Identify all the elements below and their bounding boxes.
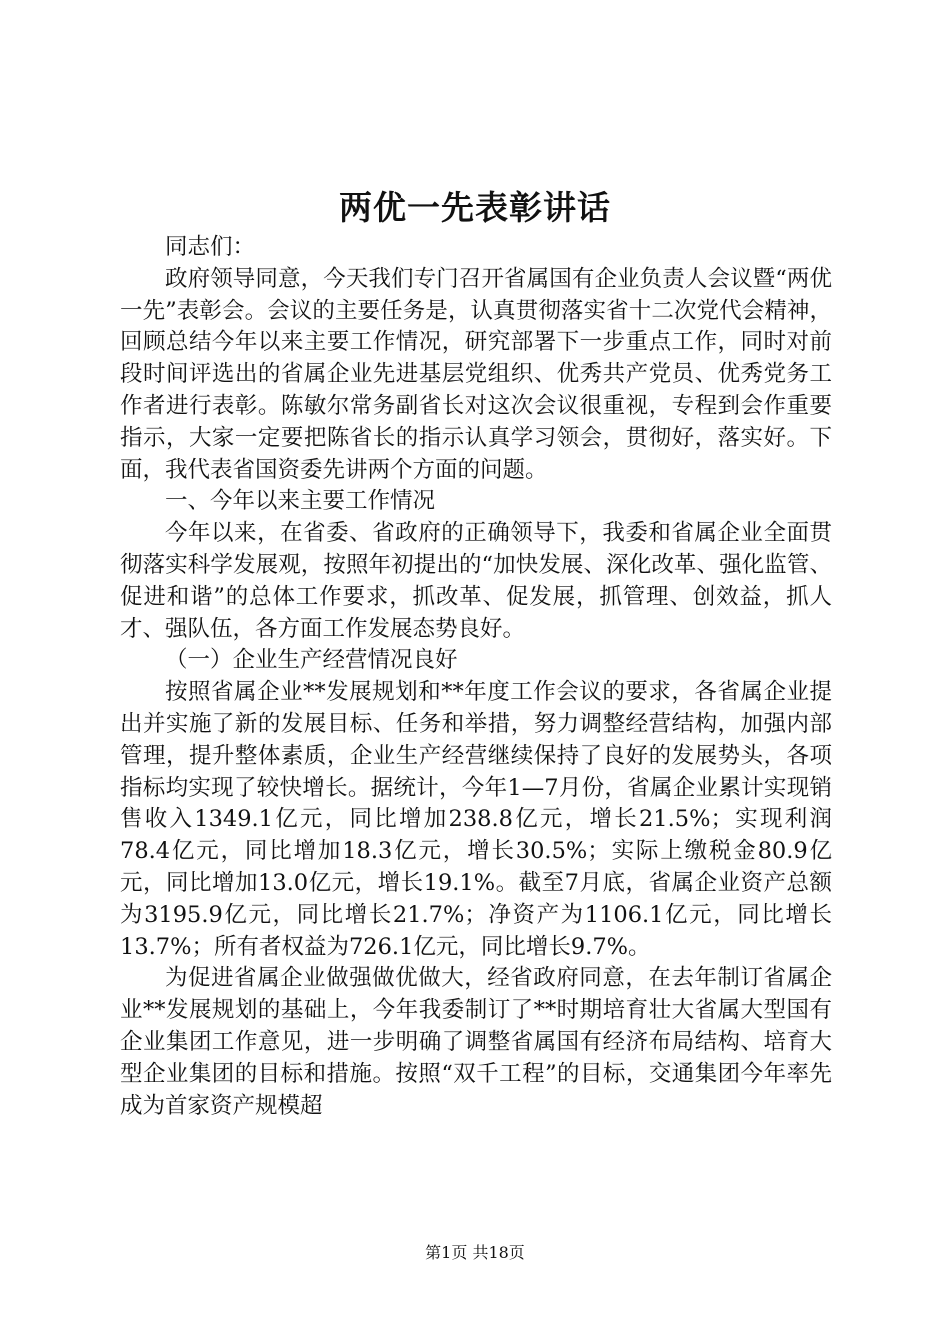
subsection-heading-1: （一）企业生产经营情况良好 [165, 647, 458, 674]
paragraph-development: 为促进省属企业做强做优做大，经省政府同意，在去年制订省属企业**发展规划的基础上，今年我委制订了**时期培育壮大省属大型国有企业集团工作意见，进一步明确了调整省属国有经济布局结构、培育大型企业集团的目标和措施。按照“双千工程”的目标，交通集团今年率先成为首家资产规模超 [120, 965, 832, 1119]
paragraph-intro: 政府领导同意，今天我们专门召开省属国有企业负责人会议暨“两优一先”表彰会。会议的主要任务是，认真贯彻落实省十二次党代会精神，回顾总结今年以来主要工作情况，研究部署下一步重点工作，同时对前段时间评选出的省属企业先进基层党组织、优秀共产党员、优秀党务工作者进行表彰。陈敏尔常务副省长对这次会议很重视，专程到会作重要指示，大家一定要把陈省长的指示认真学习领会，贯彻好，落实好。下面，我代表省国资委先讲两个方面的问题。 [120, 265, 832, 483]
document-title: 两优一先表彰讲话 [339, 188, 611, 227]
document-body [120, 232, 832, 1122]
paragraph-overview: 今年以来，在省委、省政府的正确领导下，我委和省属企业全面贯彻落实科学发展观，按照年初提出的“加快发展、深化改革、强化监管、促进和谐”的总体工作要求，抓改革、促发展，抓管理、创效益，抓人才、强队伍，各方面工作发展态势良好。 [120, 520, 832, 642]
page-number-footer: 第1页 共18页 [425, 1243, 525, 1262]
section-heading-1: 一、今年以来主要工作情况 [165, 488, 436, 515]
salutation: 同志们： [165, 234, 256, 260]
paragraph-operations: 按照省属企业**发展规划和**年度工作会议的要求，各省属企业提出并实施了新的发展目标、任务和举措，努力调整经营结构，加强内部管理，提升整体素质，企业生产经营继续保持了良好的发展势头，各项指标均实现了较快增长。据统计，今年1—7月份，省属企业累计实现销售收入1349.1亿元，同比增加238.8亿元，增长21.5%；实现利润78.4亿元，同比增加18.3亿元，增长30.5%；实际上缴税金80.9亿元，同比增加13.0亿元，增长19.1%。截至7月底，省属企业资产总额为3195.9亿元，同比增长21.7%；净资产为1106.1亿元，同比增长13.7%；所有者权益为726.1亿元，同比增长9.7%。 [120, 679, 832, 960]
